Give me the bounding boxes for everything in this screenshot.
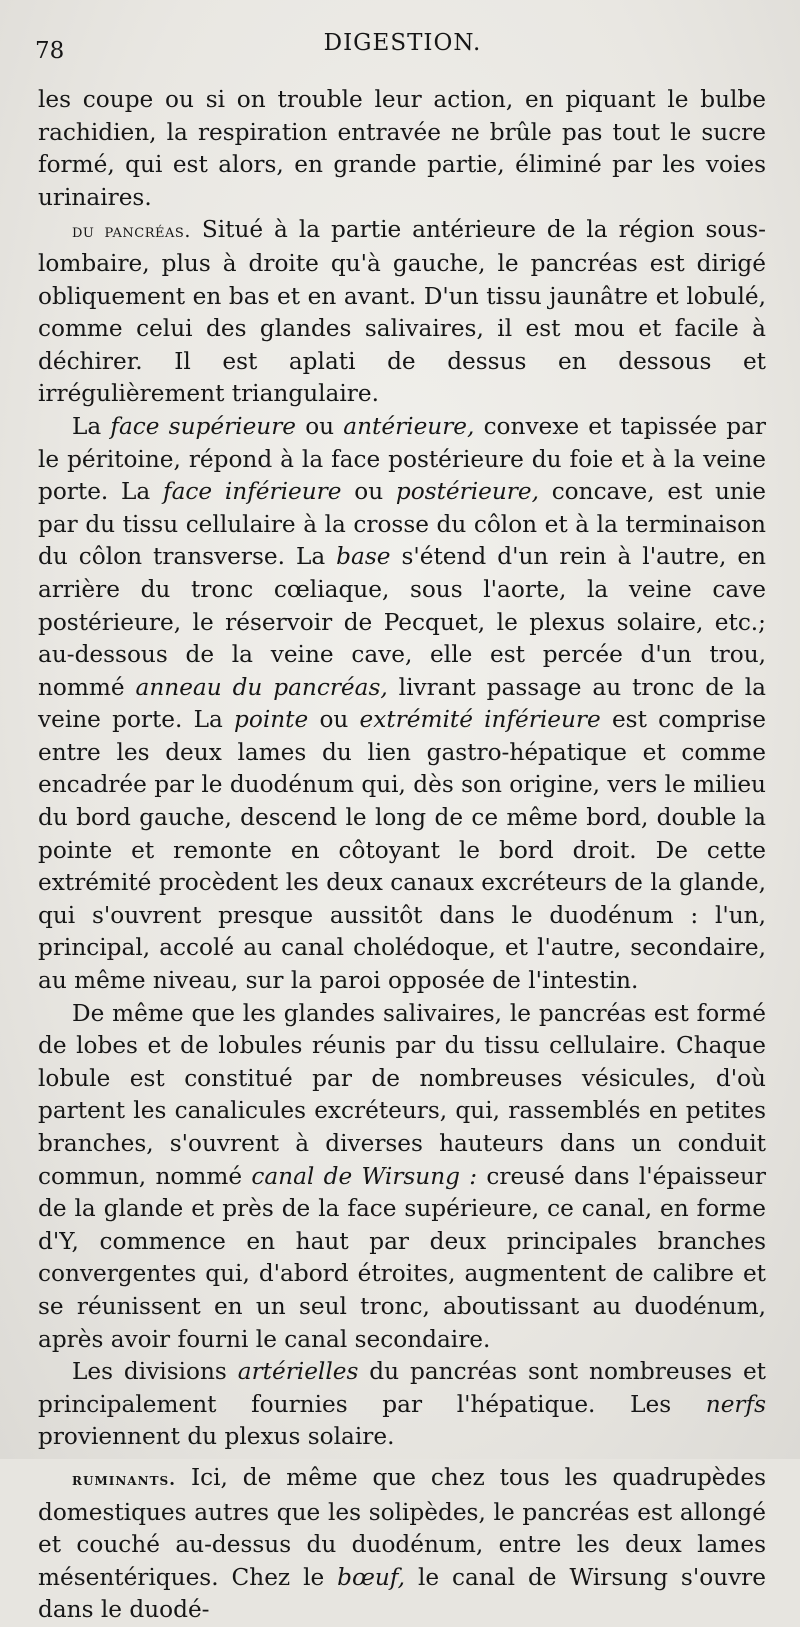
text-run: Situé à la partie antérieure de la région sous-lombaire, plus à droite qu'à gauche, le pancréas est dirigé obliquement en bas et en avant. D'un tissu jaunâtre et lobulé, comme celui des glandes salivaires, il est mou et facile à déchirer. Il est aplati de dessus en dessous et irrégulièrement triangulaire. bbox=[38, 216, 767, 408]
italic-text: face supérieure bbox=[110, 412, 297, 440]
text-run: du pancréas sont nombreuses et principalement fournies par l'hépatique. Les bbox=[38, 1358, 766, 1418]
text-run: concave, est unie par du tissu cellulaire à la crosse du côlon et à la terminaison du côlon transverse. La bbox=[38, 478, 767, 571]
text-run: proviennent du plexus solaire. bbox=[38, 1423, 395, 1451]
text-run: ou bbox=[308, 706, 360, 734]
italic-text: antérieure, bbox=[343, 412, 475, 440]
paragraph bbox=[38, 1462, 766, 1627]
text-run: le canal de Wirsung s'ouvre dans le duodé- bbox=[38, 1563, 766, 1624]
page-number: 78 bbox=[35, 38, 65, 64]
italic-text: canal de Wirsung : bbox=[251, 1162, 478, 1190]
text-run: s'étend d'un rein à l'autre, en arrière du tronc cœliaque, sous l'aorte, la veine cave postérieure, le réservoir de Pecquet, le plexus solaire, etc.; au-dessous de la veine cave, elle est percée d'un trou, nommé bbox=[38, 543, 766, 701]
text-run: convexe et tapissée par le péritoine, répond à la face postérieure du foie et à la veine porte. La bbox=[38, 412, 766, 506]
text-run: ou bbox=[296, 412, 344, 440]
text-run: creusé dans l'épaisseur de la glande et près de la face supérieure, ce canal, en forme d'Y, commence en haut par deux principales branches convergentes qui, d'abord étroites, augmentent de calibre et se réunissent en un seul tronc, aboutissant au duodénum, après avoir fourni le canal secondaire. bbox=[38, 1162, 766, 1353]
italic-text: pointe bbox=[234, 706, 309, 734]
section-label: ruminants. bbox=[72, 1469, 177, 1490]
paragraph bbox=[38, 1356, 766, 1454]
italic-text: base bbox=[336, 543, 391, 571]
text-run: Les divisions bbox=[72, 1358, 238, 1386]
italic-text: anneau du pancréas, bbox=[135, 673, 388, 701]
italic-text: bœuf, bbox=[337, 1563, 405, 1591]
italic-text: nerfs bbox=[705, 1390, 766, 1418]
text-run: De même que les glandes salivaires, le pancréas est formé de lobes et de lobules réunis par du tissu cellulaire. Chaque lobule est constitué par de nombreuses vésicules, d'où partent les canalicules excréteurs, qui, rassemblés en petites branches, s'ouvrent à diverses hauteurs dans un conduit commun, nommé bbox=[38, 999, 766, 1190]
paragraph bbox=[38, 998, 766, 1357]
italic-text: face inférieure bbox=[163, 478, 342, 506]
paragraph bbox=[38, 214, 766, 411]
text-run: Ici, de même que chez tous les quadrupèdes domestiques autres que les solipèdes, le pancréas est allongé et couché au-dessus du duodénum, entre les deux lames mésentériques. Chez le bbox=[38, 1463, 766, 1591]
text-run: les coupe ou si on trouble leur action, en piquant le bulbe rachidien, la respiration entravée ne brûle pas tout le sucre formé, qui est alors, en grande partie, éliminé par les voies urinaires. bbox=[38, 86, 766, 211]
italic-text: extrémité inférieure bbox=[359, 706, 601, 734]
section-label: du pancréas. bbox=[72, 220, 191, 243]
italic-text: artérielles bbox=[237, 1358, 359, 1386]
page-header bbox=[35, 30, 770, 70]
running-head: DIGESTION. bbox=[323, 30, 482, 56]
section-gap bbox=[38, 1454, 766, 1462]
paragraph bbox=[38, 411, 766, 998]
paragraph bbox=[38, 84, 766, 214]
text-run: ou bbox=[341, 478, 396, 506]
italic-text: postérieure, bbox=[395, 478, 539, 506]
body-text bbox=[38, 84, 766, 1627]
text-run: livrant passage au tronc de la veine porte. La bbox=[38, 673, 766, 734]
text-run: La bbox=[72, 412, 111, 440]
text-run: est comprise entre les deux lames du lien gastro-hépatique et comme encadrée par le duodénum qui, dès son origine, vers le milieu du bord gauche, descend le long de ce même bord, double la pointe et remonte en côtoyant le bord droit. De cette extrémité procèdent les deux canaux excréteurs de la glande, qui s'ouvrent presque aussitôt dans le duodénum : l'un, principal, accolé au canal cholédoque, et l'autre, secondaire, au même niveau, sur la paroi opposée de l'intestin. bbox=[38, 706, 766, 995]
